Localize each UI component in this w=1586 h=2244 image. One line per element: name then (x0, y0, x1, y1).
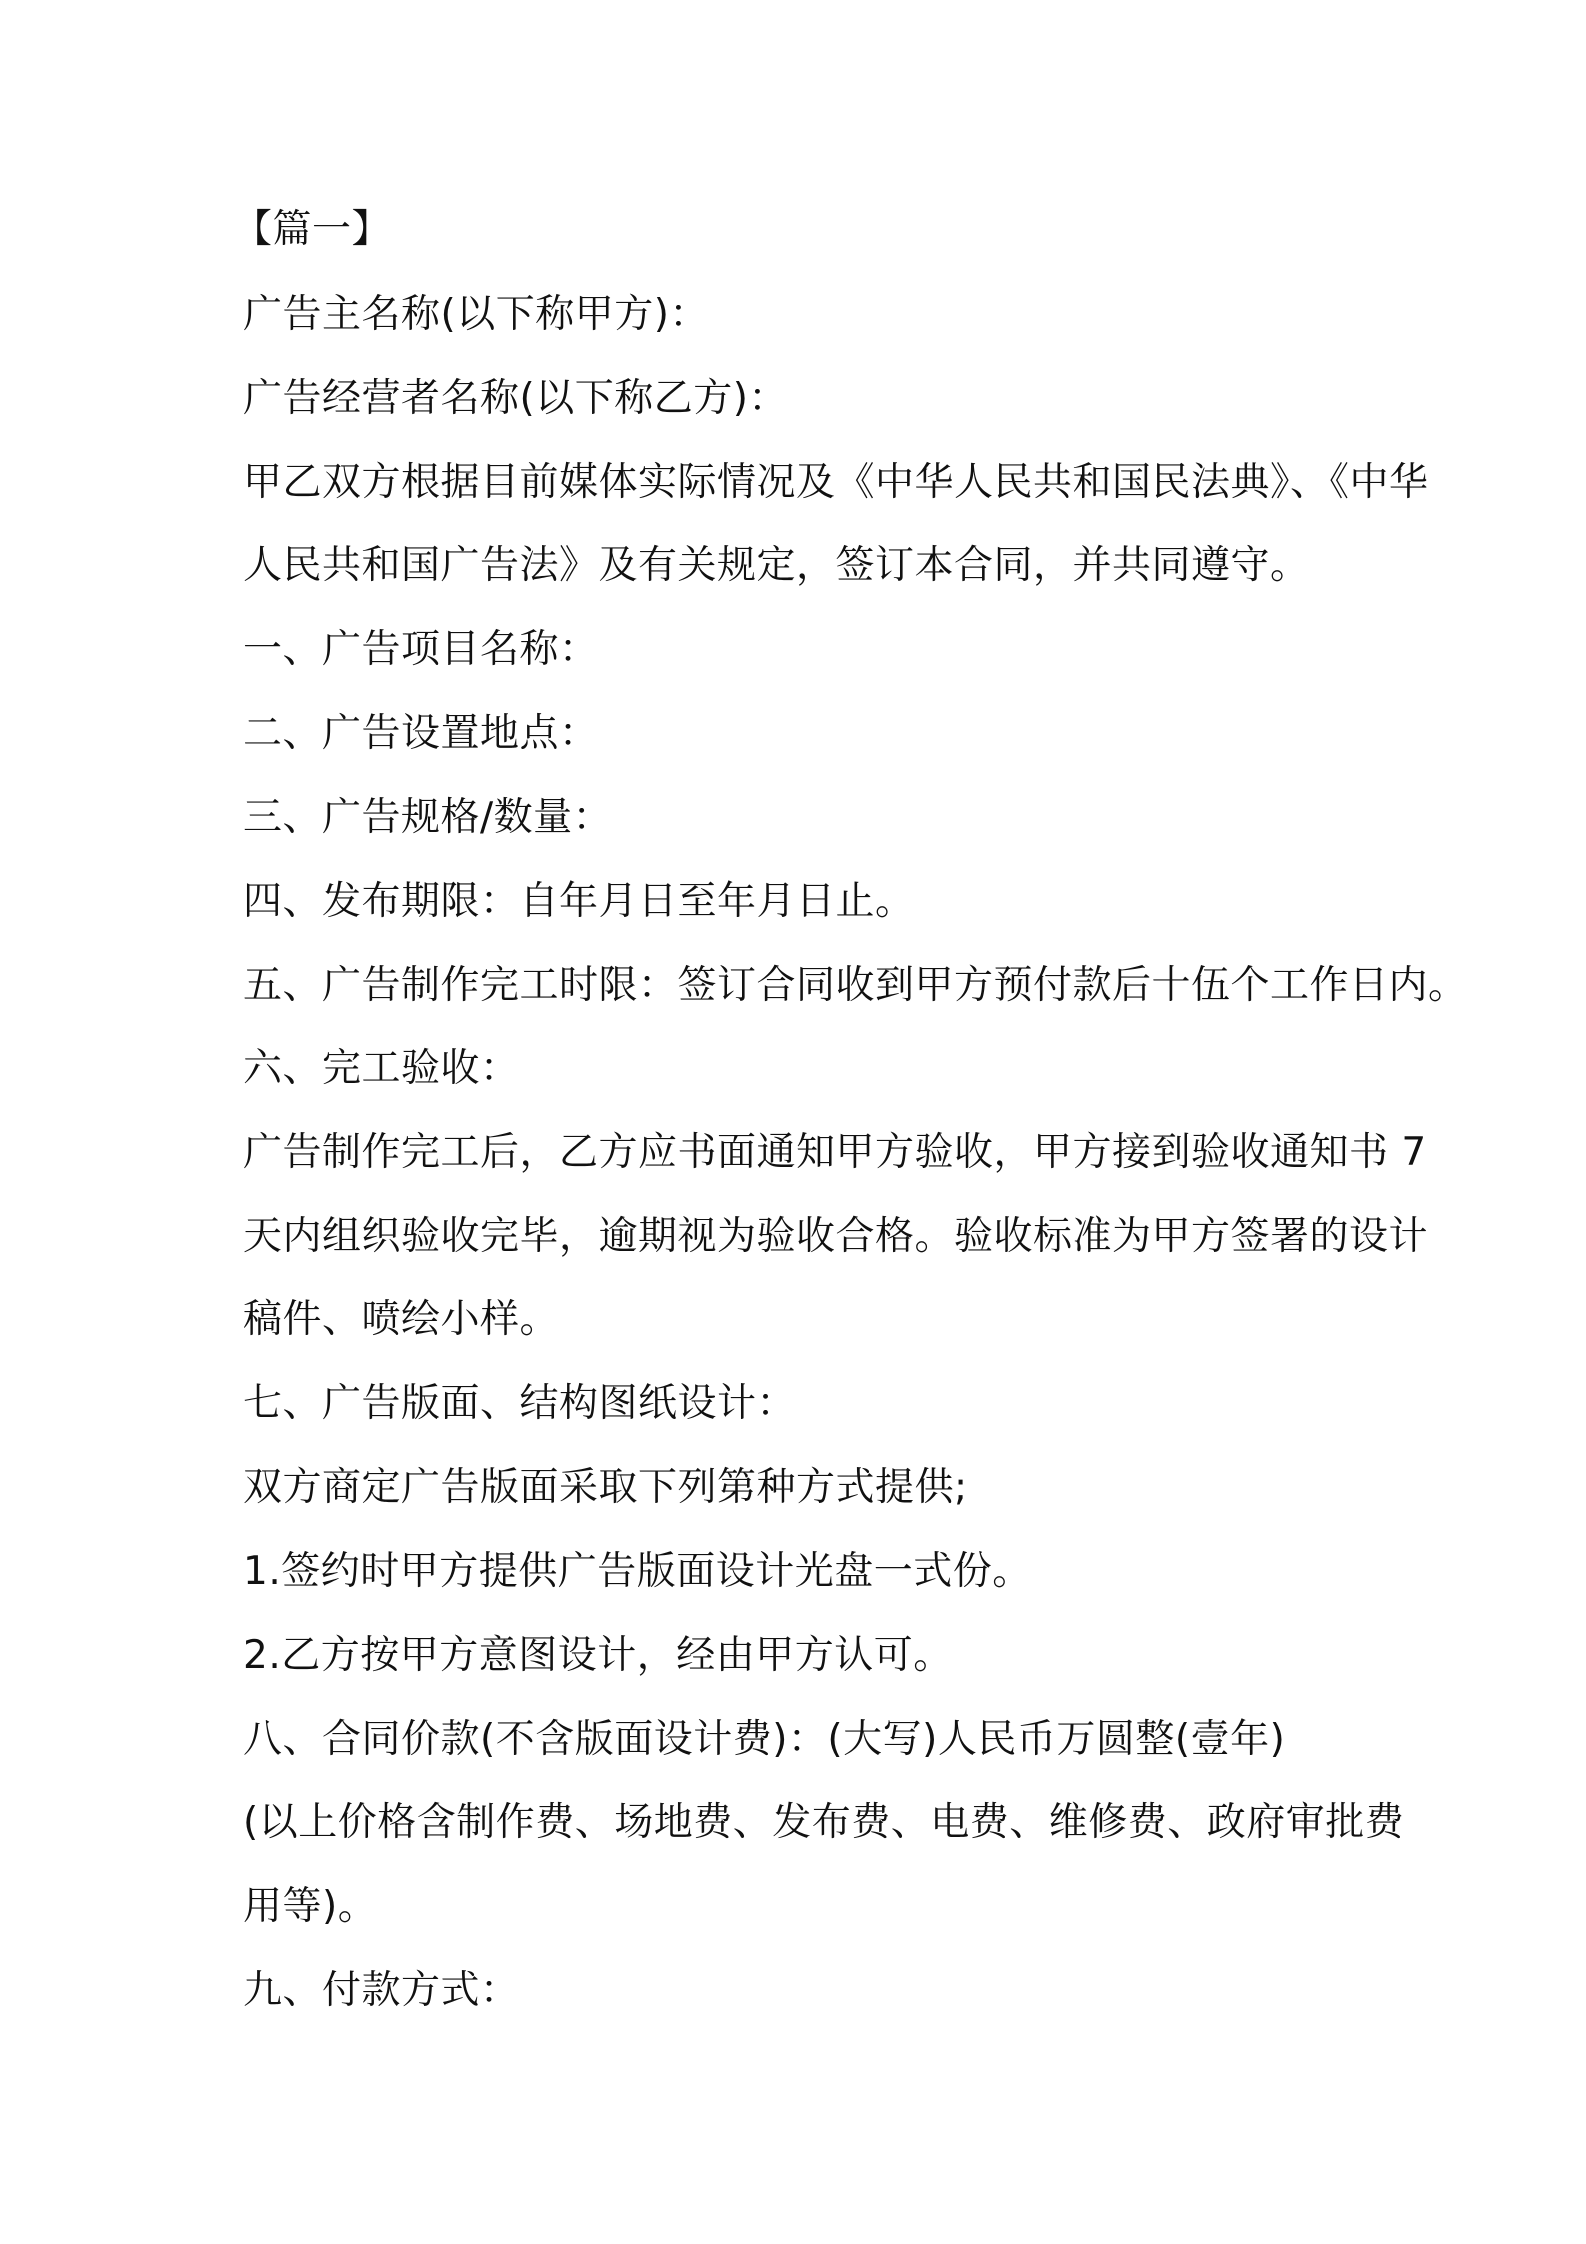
advertiser-name-line: 广告主名称(以下称甲方)： (243, 292, 709, 337)
clause-9: 九、付款方式： (243, 1968, 520, 2013)
clause-4: 四、发布期限：自年月日至年月日止。 (243, 879, 915, 924)
section-heading: 【篇一】 (233, 207, 392, 252)
clause-6: 六、完工验收： (243, 1046, 520, 1091)
clause-3: 三、广告规格/数量： (243, 795, 613, 840)
acceptance-line-2: 天内组织验收完毕，逾期视为验收合格。验收标准为甲方签署的设计 (243, 1214, 1429, 1259)
acceptance-line-3: 稿件、喷绘小样。 (243, 1297, 560, 1342)
price-note-line-2: 用等)。 (243, 1884, 378, 1929)
clause-2: 二、广告设置地点： (243, 711, 599, 756)
design-option-2: 2.乙方按甲方意图设计，经由甲方认可。 (243, 1633, 953, 1678)
clause-5: 五、广告制作完工时限：签订合同收到甲方预付款后十伍个工作日内。 (243, 963, 1468, 1008)
price-note-line-1: (以上价格含制作费、场地费、发布费、电费、维修费、政府审批费 (243, 1800, 1405, 1845)
design-option-1: 1.签约时甲方提供广告版面设计光盘一式份。 (243, 1549, 1032, 1594)
acceptance-line-1: 广告制作完工后，乙方应书面通知甲方验收，甲方接到验收通知书 7 (243, 1130, 1427, 1175)
clause-8: 八、合同价款(不含版面设计费)：(大写)人民币万圆整(壹年) (243, 1717, 1286, 1762)
operator-name-line: 广告经营者名称(以下称乙方)： (243, 376, 788, 421)
preamble-line-2: 人民共和国广告法》及有关规定，签订本合同，并共同遵守。 (243, 543, 1310, 588)
design-method-line: 双方商定广告版面采取下列第种方式提供; (243, 1465, 968, 1510)
clause-1: 一、广告项目名称： (243, 627, 599, 672)
clause-7: 七、广告版面、结构图纸设计： (243, 1381, 797, 1426)
preamble-line-1: 甲乙双方根据目前媒体实际情况及《中华人民共和国民法典》、《中华 (243, 460, 1429, 505)
